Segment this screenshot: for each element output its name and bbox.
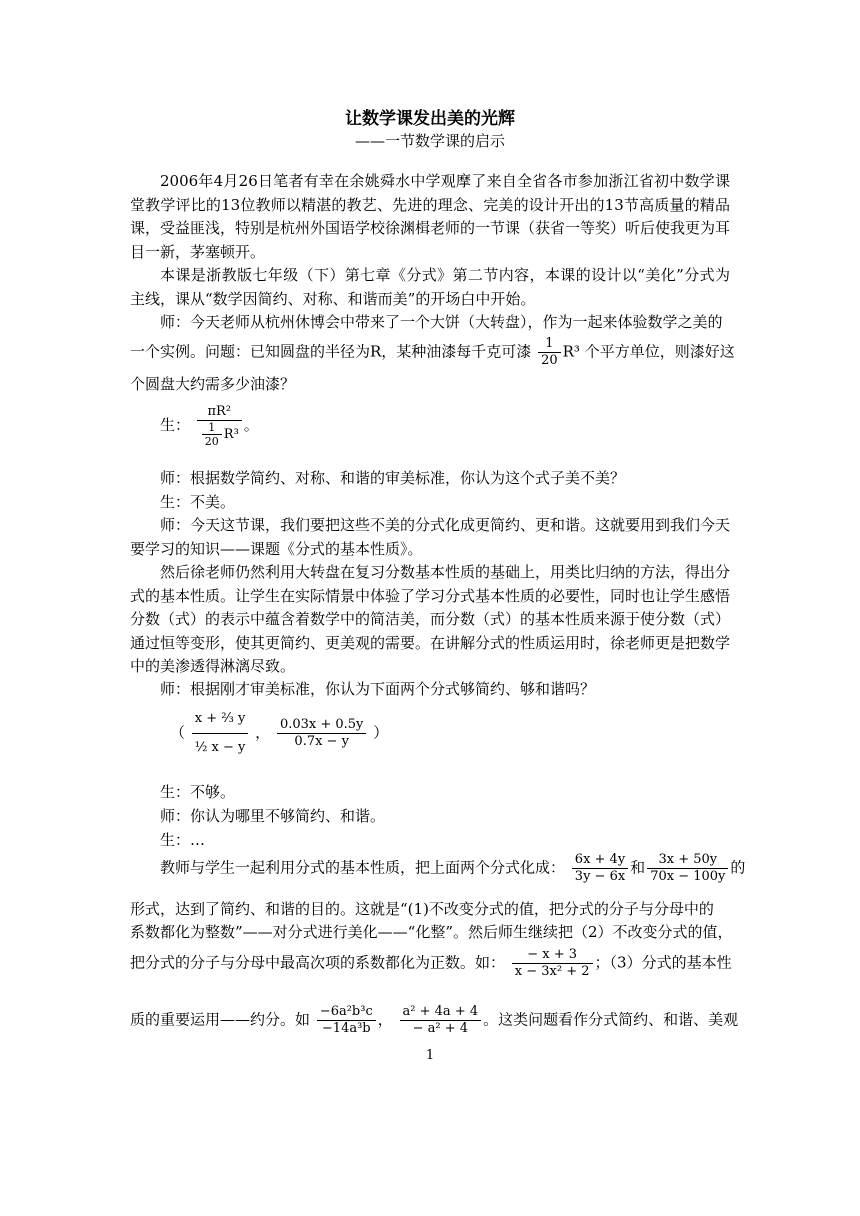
fraction-numerator: a² + 4a + 4 — [400, 1004, 482, 1021]
comma: ， — [255, 723, 271, 742]
fraction-denominator: 3y − 6x — [574, 869, 626, 884]
student-line-1 — [160, 404, 259, 448]
fraction-numerator: − x + 3 — [512, 947, 593, 964]
fraction-denominator: ½ x − y — [194, 740, 246, 755]
teacher-line-1a: 师：今天老师从杭州休博会中带来了一个大饼（大转盘），作为一起来体验数学之美的 — [160, 313, 723, 331]
period: 。 — [243, 416, 259, 434]
student-line-4: 生：… — [160, 831, 206, 849]
teacher-line-5: 师：你认为哪里不够简约、和谐。 — [160, 807, 386, 825]
conjunction: 和 — [630, 858, 646, 877]
teacher-line-4: 师：根据刚才审美标准，你认为下面两个分式够简约、够和谐吗？ — [160, 680, 596, 698]
reduce-text: 质的重要运用——约分。如 — [130, 1010, 311, 1029]
paragraph-simplify-a — [160, 852, 745, 885]
paragraph-reduce — [130, 1004, 738, 1037]
student-label: 生： — [160, 416, 191, 434]
example-end: ；（3）分式的基本性 — [594, 953, 732, 972]
fraction-denominator: 0.7x − y — [294, 734, 349, 749]
fraction-numerator: πR² — [197, 404, 242, 421]
teacher-line-1b — [130, 336, 735, 369]
fraction-denominator — [197, 421, 242, 448]
teacher-line-1b-text: 一个实例。问题：已知圆盘的半径为R，某种油漆每千克可漆 — [130, 342, 532, 361]
nested-fraction — [202, 421, 222, 448]
open-paren: （ — [170, 723, 186, 742]
reduce-end: 。这类问题看作分式简约、和谐、美观 — [483, 1010, 739, 1029]
paragraph-intro: 2006年4月26日笔者有幸在余姚舜水中学观摩了来自全省各市参加浙江省初中数学课堂教学评比的13位教师以精湛的教艺、先进的理念、完美的设计开出的13节高质量的精品课，受益匪浅，特别是杭州外国语学校徐渊楫老师的一节课（获省一等奖）听后使我更为耳目一新，茅塞顿开。 — [130, 172, 731, 261]
fraction-simplified-b — [647, 852, 728, 885]
fraction-numerator: 6x + 4y — [572, 852, 628, 869]
fraction-numerator: x + ²⁄₃ y — [192, 705, 249, 734]
page-number: 1 — [425, 1048, 435, 1063]
nested-denominator: 20 — [204, 435, 219, 448]
teacher-line-1c: 个圆盘大约需多少油漆？ — [130, 375, 296, 393]
page-title: 让数学课发出美的光辉 — [345, 109, 515, 129]
close-paren: ） — [373, 723, 389, 742]
fraction-example-positive — [512, 947, 593, 980]
fraction-denominator: 20 — [541, 353, 558, 368]
fraction-numerator: 0.03x + 0.5y — [277, 717, 366, 734]
teacher-line-1b-end: 个平方单位，则漆好这 — [584, 342, 735, 361]
r-cubed: R³ — [562, 342, 580, 361]
student-line-2: 生：不美。 — [160, 493, 236, 511]
fraction-pair-1 — [170, 705, 388, 762]
fraction-denominator: − a² + 4 — [412, 1021, 469, 1036]
paragraph-lesson-design: 本课是浙教版七年级（下）第七章《分式》第二节内容，本课的设计以“美化”分式为主线，课从“数学因简约、对称、和谐而美”的开场白中开始。 — [130, 266, 730, 308]
fraction-numerator: 1 — [538, 336, 561, 353]
teacher-line-2: 师：根据数学简约、对称、和谐的审美标准，你认为这个式子美不美？ — [160, 469, 626, 487]
fraction-denominator: x − 3x² + 2 — [514, 964, 590, 979]
example-text: 把分式的分子与分母中最高次项的系数都化为正数。如： — [130, 953, 506, 972]
student-line-3: 生：不够。 — [160, 783, 236, 801]
fraction-area-expression — [197, 404, 242, 448]
fraction-denominator: 70x − 100y — [650, 869, 726, 884]
simplify-end: 的 — [730, 858, 746, 877]
paragraph-simplify-d — [130, 947, 732, 980]
fraction-complex-a — [192, 705, 249, 762]
teacher-line-3: 师：今天这节课，我们要把这些不美的分式化成更简约、更和谐。这就要用到我们今天要学习的知识——课题《分式的基本性质》。 — [130, 516, 731, 558]
fraction-numerator: −6a²b³c — [317, 1004, 376, 1021]
simplify-text: 教师与学生一起利用分式的基本性质，把上面两个分式化成： — [160, 858, 566, 877]
fraction-complex-b — [277, 717, 366, 750]
fraction-one-twentieth — [538, 336, 561, 369]
paragraph-simplify-c: 系数都化为整数”——对分式进行美化——“化整”。然后师生继续把（2）不改变分式的值， — [130, 923, 733, 941]
comma: ， — [377, 1010, 393, 1029]
fraction-reduce-b — [400, 1004, 482, 1037]
fraction-numerator: 3x + 50y — [647, 852, 728, 869]
paragraph-simplify-b: 形式，达到了简约、和谐的目的。这就是“(1)不改变分式的值，把分式的分子与分母中的 — [130, 900, 714, 918]
nested-numerator: 1 — [202, 421, 222, 435]
fraction-denominator: −14a³b — [321, 1021, 371, 1036]
page-subtitle: ——一节数学课的启示 — [354, 132, 505, 150]
fraction-reduce-a — [317, 1004, 376, 1037]
r-cubed: R³ — [223, 427, 239, 442]
fraction-simplified-a — [572, 852, 628, 885]
paragraph-method: 然后徐老师仍然利用大转盘在复习分数基本性质的基础上，用类比归纳的方法，得出分式的基本性质。让学生在实际情景中体验了学习分式基本性质的必要性，同时也让学生感悟分数（式）的表示中蕴含着数学中的简洁美，而分数（式）的基本性质来源于使分数（式）通过恒等变形，使其更简约、更美观的需要。在讲解分式的性质运用时，徐老师更是把数学中的美渗透得淋漓尽致。 — [130, 563, 731, 675]
